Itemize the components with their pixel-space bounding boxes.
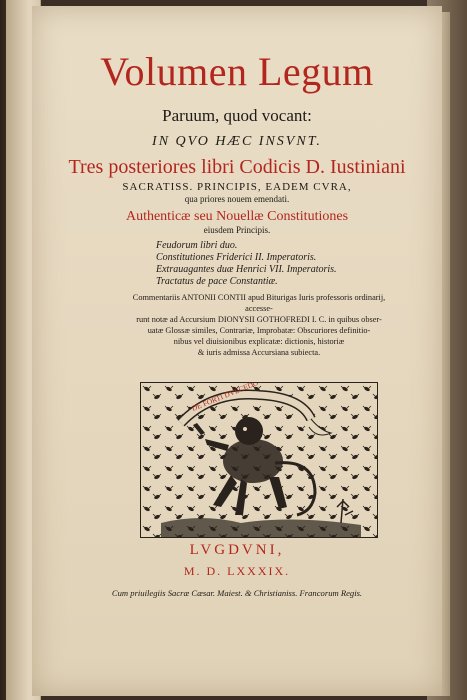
authenticae-line: Authenticæ seu Nouellæ Constitutiones xyxy=(125,209,349,224)
commentary-line: Commentariis ANTONII CONTII apud Biturigas Iuris professoris ordinarij, accesse- xyxy=(132,293,386,313)
list-item: Tractatus de pace Constantiæ. xyxy=(156,276,278,287)
commentary-line: & iuris admissa Accursiana subiecta. xyxy=(197,348,321,357)
commentary-line: uatæ Glossæ similes, Contrariæ, Improbatæ: Obscuriores definitio- xyxy=(147,326,371,335)
printer-device-woodcut xyxy=(140,382,378,538)
emblem-motto: DE FORTI DVLCEDO xyxy=(190,383,260,413)
list-item: Extrauagantes duæ Henrici VII. Imperatoris. xyxy=(156,264,337,275)
codex-subline: SACRATISS. PRINCIPIS, EADEM CVRA, xyxy=(122,181,352,193)
imprint-date: M. D. LXXXIX. xyxy=(183,564,291,578)
authenticae-subline: eiusdem Principis. xyxy=(203,225,271,235)
contents-list xyxy=(156,240,337,288)
title-page xyxy=(32,6,442,696)
list-item: Constitutiones Friderici II. Imperatoris. xyxy=(156,252,317,263)
page-title: Volumen Legum xyxy=(100,49,374,94)
commentary-line: nibus vel diuisionibus explicatæ: dictionis, historiæ xyxy=(173,337,345,346)
commentary-line: runt notæ ad Accursium DIONYSII GOTHOFREDI I. C. in quibus obser- xyxy=(136,315,382,324)
lion-emblem-icon xyxy=(141,383,377,537)
contents-heading: IN QVO HÆC INSVNT. xyxy=(152,134,322,149)
imprint-place: LVGDVNI, xyxy=(189,542,285,558)
codex-subline-2: qua priores nouem emendati. xyxy=(184,194,290,204)
subtitle: Paruum, quod vocant: xyxy=(162,106,312,125)
privilege-line: Cum priuilegiis Sacræ Cæsar. Maiest. & Christianiss. Francorum Regis. xyxy=(111,588,363,598)
codex-line: Tres posteriores libri Codicis D. Iustiniani xyxy=(68,156,406,178)
commentary-paragraph xyxy=(124,292,394,358)
list-item: Feudorum libri duo. xyxy=(156,240,238,251)
